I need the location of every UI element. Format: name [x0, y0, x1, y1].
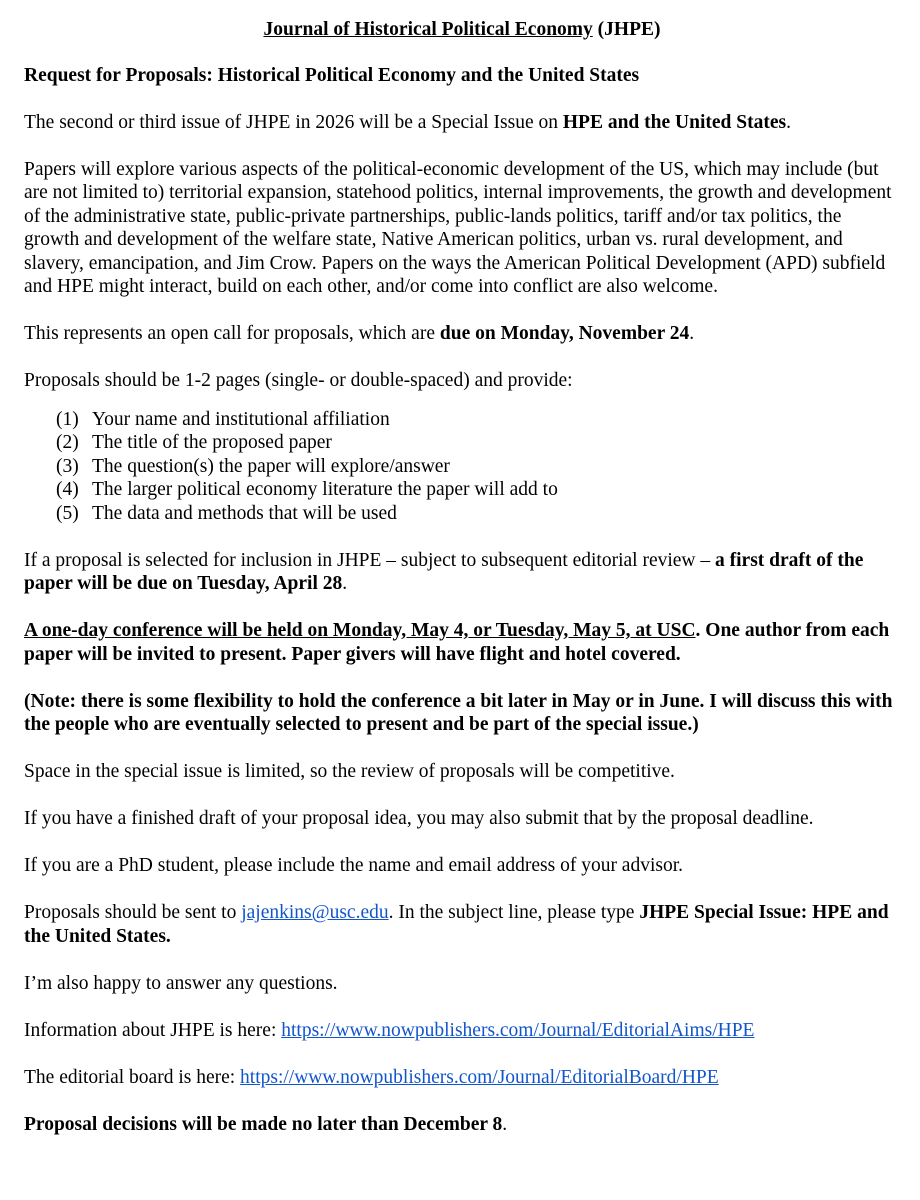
email-link[interactable]: jajenkins@usc.edu: [241, 902, 389, 923]
intro-text: The second or third issue of JHPE in 2026 will be a Special Issue on: [24, 111, 563, 133]
phd-paragraph: If you are a PhD student, please include the name and email address of your advisor.: [24, 855, 684, 876]
conference-details: . One author from each paper will be invited to present. Paper givers will have flight and hotel covered.: [24, 620, 890, 665]
list-item-number: (2): [56, 432, 79, 453]
intro-post: .: [786, 111, 791, 133]
list-item-number: (1): [56, 408, 79, 430]
list-item-text: The larger political economy literature the paper will add to: [92, 479, 558, 500]
questions-paragraph: I’m also happy to answer any questions.: [24, 972, 338, 994]
list-item-number: (3): [56, 455, 79, 477]
board-text: The editorial board is here:: [24, 1066, 241, 1088]
subject-line: JHPE Special Issue: HPE and the United States.: [24, 902, 889, 947]
intro-paragraph: [24, 111, 900, 135]
submission-paragraph: [24, 901, 900, 948]
submission-mid: . In the subject line, please type: [388, 902, 640, 923]
board-paragraph: [24, 1066, 900, 1090]
journal-abbrev: (JHPE): [592, 19, 661, 40]
board-link[interactable]: https://www.nowpublishers.com/Journal/EditorialBoard/HPE: [240, 1066, 719, 1088]
requirements-list: [24, 408, 900, 526]
selection-deadline: a first draft of the paper will be due on Tuesday, April 28: [24, 549, 864, 594]
list-item: [56, 478, 900, 502]
scope-paragraph: Papers will explore various aspects of the political-economic development of the US, which may include (but are not limited to) territorial expansion, statehood politics, internal improvements, the growth and development of the administrative state, public-private partnerships, public-lands politics, tariff and/or tax politics, the growth and development of the welfare state, Native American politics, urban vs. rural development, and slavery, emancipation, and Jim Crow. Papers on the ways the American Political Development (APD) subfield and HPE might interact, build on each other, and/or come into conflict are also welcome.: [24, 158, 892, 297]
selection-paragraph: [24, 549, 900, 596]
decisions-date: Proposal decisions will be made no later than December 8: [24, 1113, 503, 1135]
conference-dates: A one-day conference will be held on Monday, May 4, or Tuesday, May 5, at USC: [24, 620, 696, 641]
list-item-number: (5): [56, 502, 79, 524]
info-text: Information about JHPE is here:: [24, 1019, 282, 1041]
intro-bold: HPE and the United States: [562, 111, 787, 133]
list-item-text: The title of the proposed paper: [92, 432, 332, 453]
list-item: [56, 455, 900, 479]
submission-text: Proposals should be sent to: [24, 902, 242, 923]
list-item: [56, 408, 900, 432]
finished-draft-paragraph: If you have a finished draft of your proposal idea, you may also submit that by the proposal deadline.: [24, 808, 814, 829]
decisions-paragraph: [24, 1113, 900, 1137]
list-item-number: (4): [56, 479, 79, 500]
list-item: [56, 431, 900, 455]
selection-text: If a proposal is selected for inclusion in JHPE – subject to subsequent editorial review –: [24, 549, 716, 571]
info-paragraph: [24, 1019, 900, 1043]
decisions-post: .: [502, 1113, 508, 1135]
aims-link[interactable]: https://www.nowpublishers.com/Journal/EditorialAims/HPE: [281, 1019, 755, 1041]
list-item-text: The question(s) the paper will explore/answer: [92, 455, 450, 477]
call-paragraph: [24, 322, 900, 346]
competitive-paragraph: Space in the special issue is limited, so the review of proposals will be competitive.: [24, 761, 675, 782]
selection-post: .: [342, 573, 348, 594]
format-intro: Proposals should be 1-2 pages (single- or double-spaced) and provide:: [24, 370, 573, 391]
conference-paragraph: [24, 619, 900, 666]
call-post: .: [689, 323, 695, 344]
list-item-text: The data and methods that will be used: [92, 502, 397, 524]
call-text: This represents an open call for proposals, which are: [24, 323, 440, 344]
note-paragraph: (Note: there is some flexibility to hold the conference a bit later in May or in June. I will discuss this with the people who are eventually selected to present and be part of the special issue.): [24, 690, 893, 735]
rfp-heading: Request for Proposals: Historical Political Economy and the United States: [24, 64, 640, 86]
journal-name: Journal of Historical Political Economy: [263, 19, 593, 40]
list-item: [56, 502, 900, 526]
list-item-text: Your name and institutional affiliation: [92, 408, 390, 430]
journal-title: [24, 18, 900, 42]
call-deadline: due on Monday, November 24: [439, 323, 690, 344]
